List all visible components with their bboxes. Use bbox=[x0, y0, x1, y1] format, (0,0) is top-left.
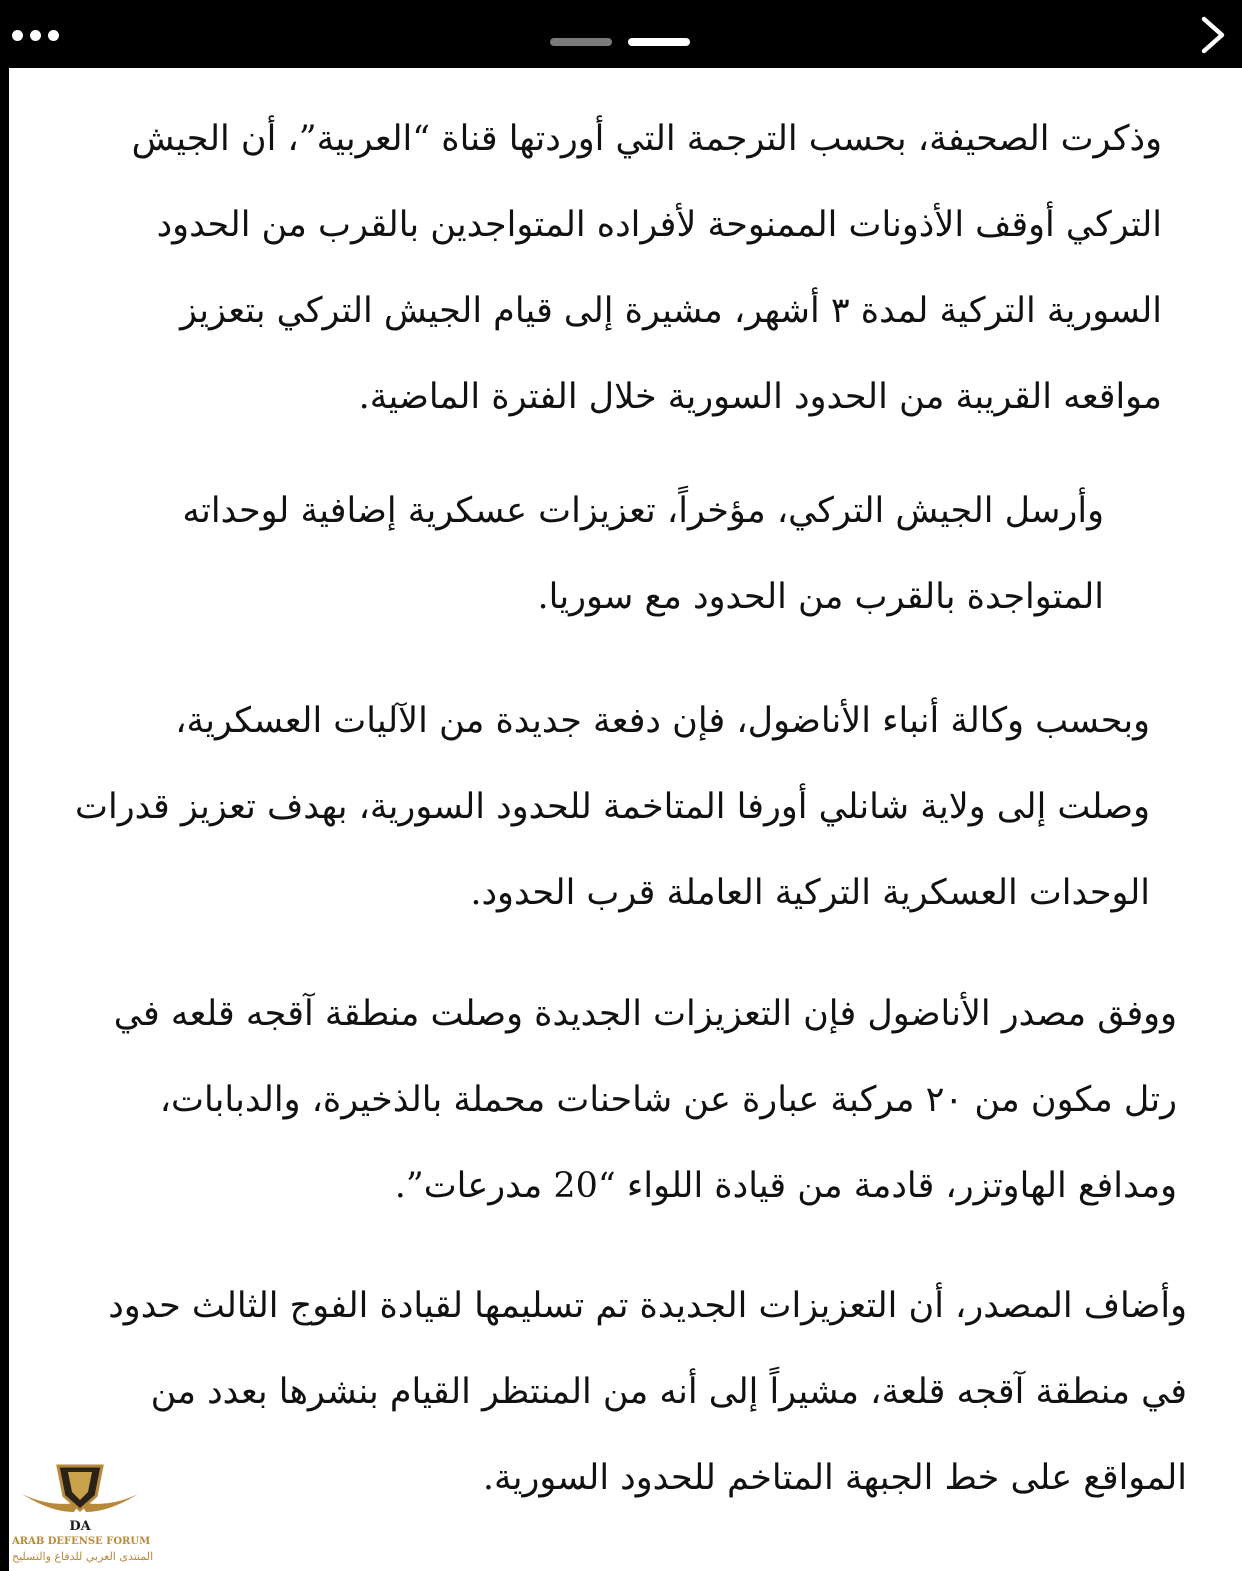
more-horizontal-icon bbox=[12, 30, 23, 41]
paragraph-2: وأرسل الجيش التركي، مؤخراً، تعزيزات عسكرية إضافية لوحداته المتواجدة بالقرب من الحدود مع سوريا. bbox=[182, 491, 1104, 617]
eagle-emblem-icon bbox=[12, 1458, 148, 1538]
more-horizontal-icon-dot bbox=[48, 30, 59, 41]
paragraph-4: ووفق مصدر الأناضول فإن التعزيزات الجديدة وصلت منطقة آقجه قلعه في رتل مكون من ٢٠ مركبة عبارة عن شاحنات محملة بالذخيرة، والدبابات، ومدافع الهاوتزر، قادمة من قيادة اللواء “20 مدرعات”. bbox=[113, 994, 1177, 1206]
top-toolbar bbox=[0, 0, 1242, 68]
logo-brand-ar: المنتدى العربي للدفاع والتسليح bbox=[12, 1550, 154, 1563]
paragraph-5: وأضاف المصدر، أن التعزيزات الجديدة تم تسليمها لقيادة الفوج الثالث حدود في منطقة آقجه قلعة، مشيراً إلى أنه من المنتظر القيام بنشرها بعدد من المواقع على خط الجبهة المتاخم للحدود السورية. bbox=[108, 1286, 1187, 1498]
article-page bbox=[9, 68, 1242, 1571]
more-horizontal-icon-dot bbox=[30, 30, 41, 41]
logo-monogram: DA bbox=[69, 1519, 91, 1534]
paragraph-1: وذكرت الصحيفة، بحسب الترجمة التي أوردتها قناة “العربية”، أن الجيش التركي أوقف الأذونات الممنوحة لأفراده المتواجدين بالقرب من الحدود السورية التركية لمدة ٣ أشهر، مشيرة إلى قيام الجيش التركي بتعزيز مواقعه القريبة من الحدود السورية خلال الفترة الماضية. bbox=[131, 119, 1162, 417]
paragraph-3: وبحسب وكالة أنباء الأناضول، فإن دفعة جديدة من الآليات العسكرية، وصلت إلى ولاية شانلي أورفا المتاخمة للحدود السورية، بهدف تعزيز قدرات الوحدات العسكرية التركية العاملة قرب الحدود. bbox=[75, 701, 1150, 913]
page-indicator-2[interactable] bbox=[628, 38, 690, 46]
logo-brand-en: ARAB DEFENSE FORUM bbox=[12, 1536, 151, 1547]
next-button[interactable] bbox=[1190, 10, 1234, 60]
page-indicator-1[interactable] bbox=[550, 38, 612, 46]
chevron-right-icon bbox=[1190, 10, 1234, 60]
more-options-button[interactable] bbox=[12, 18, 72, 52]
arab-defense-forum-watermark bbox=[12, 1458, 154, 1568]
